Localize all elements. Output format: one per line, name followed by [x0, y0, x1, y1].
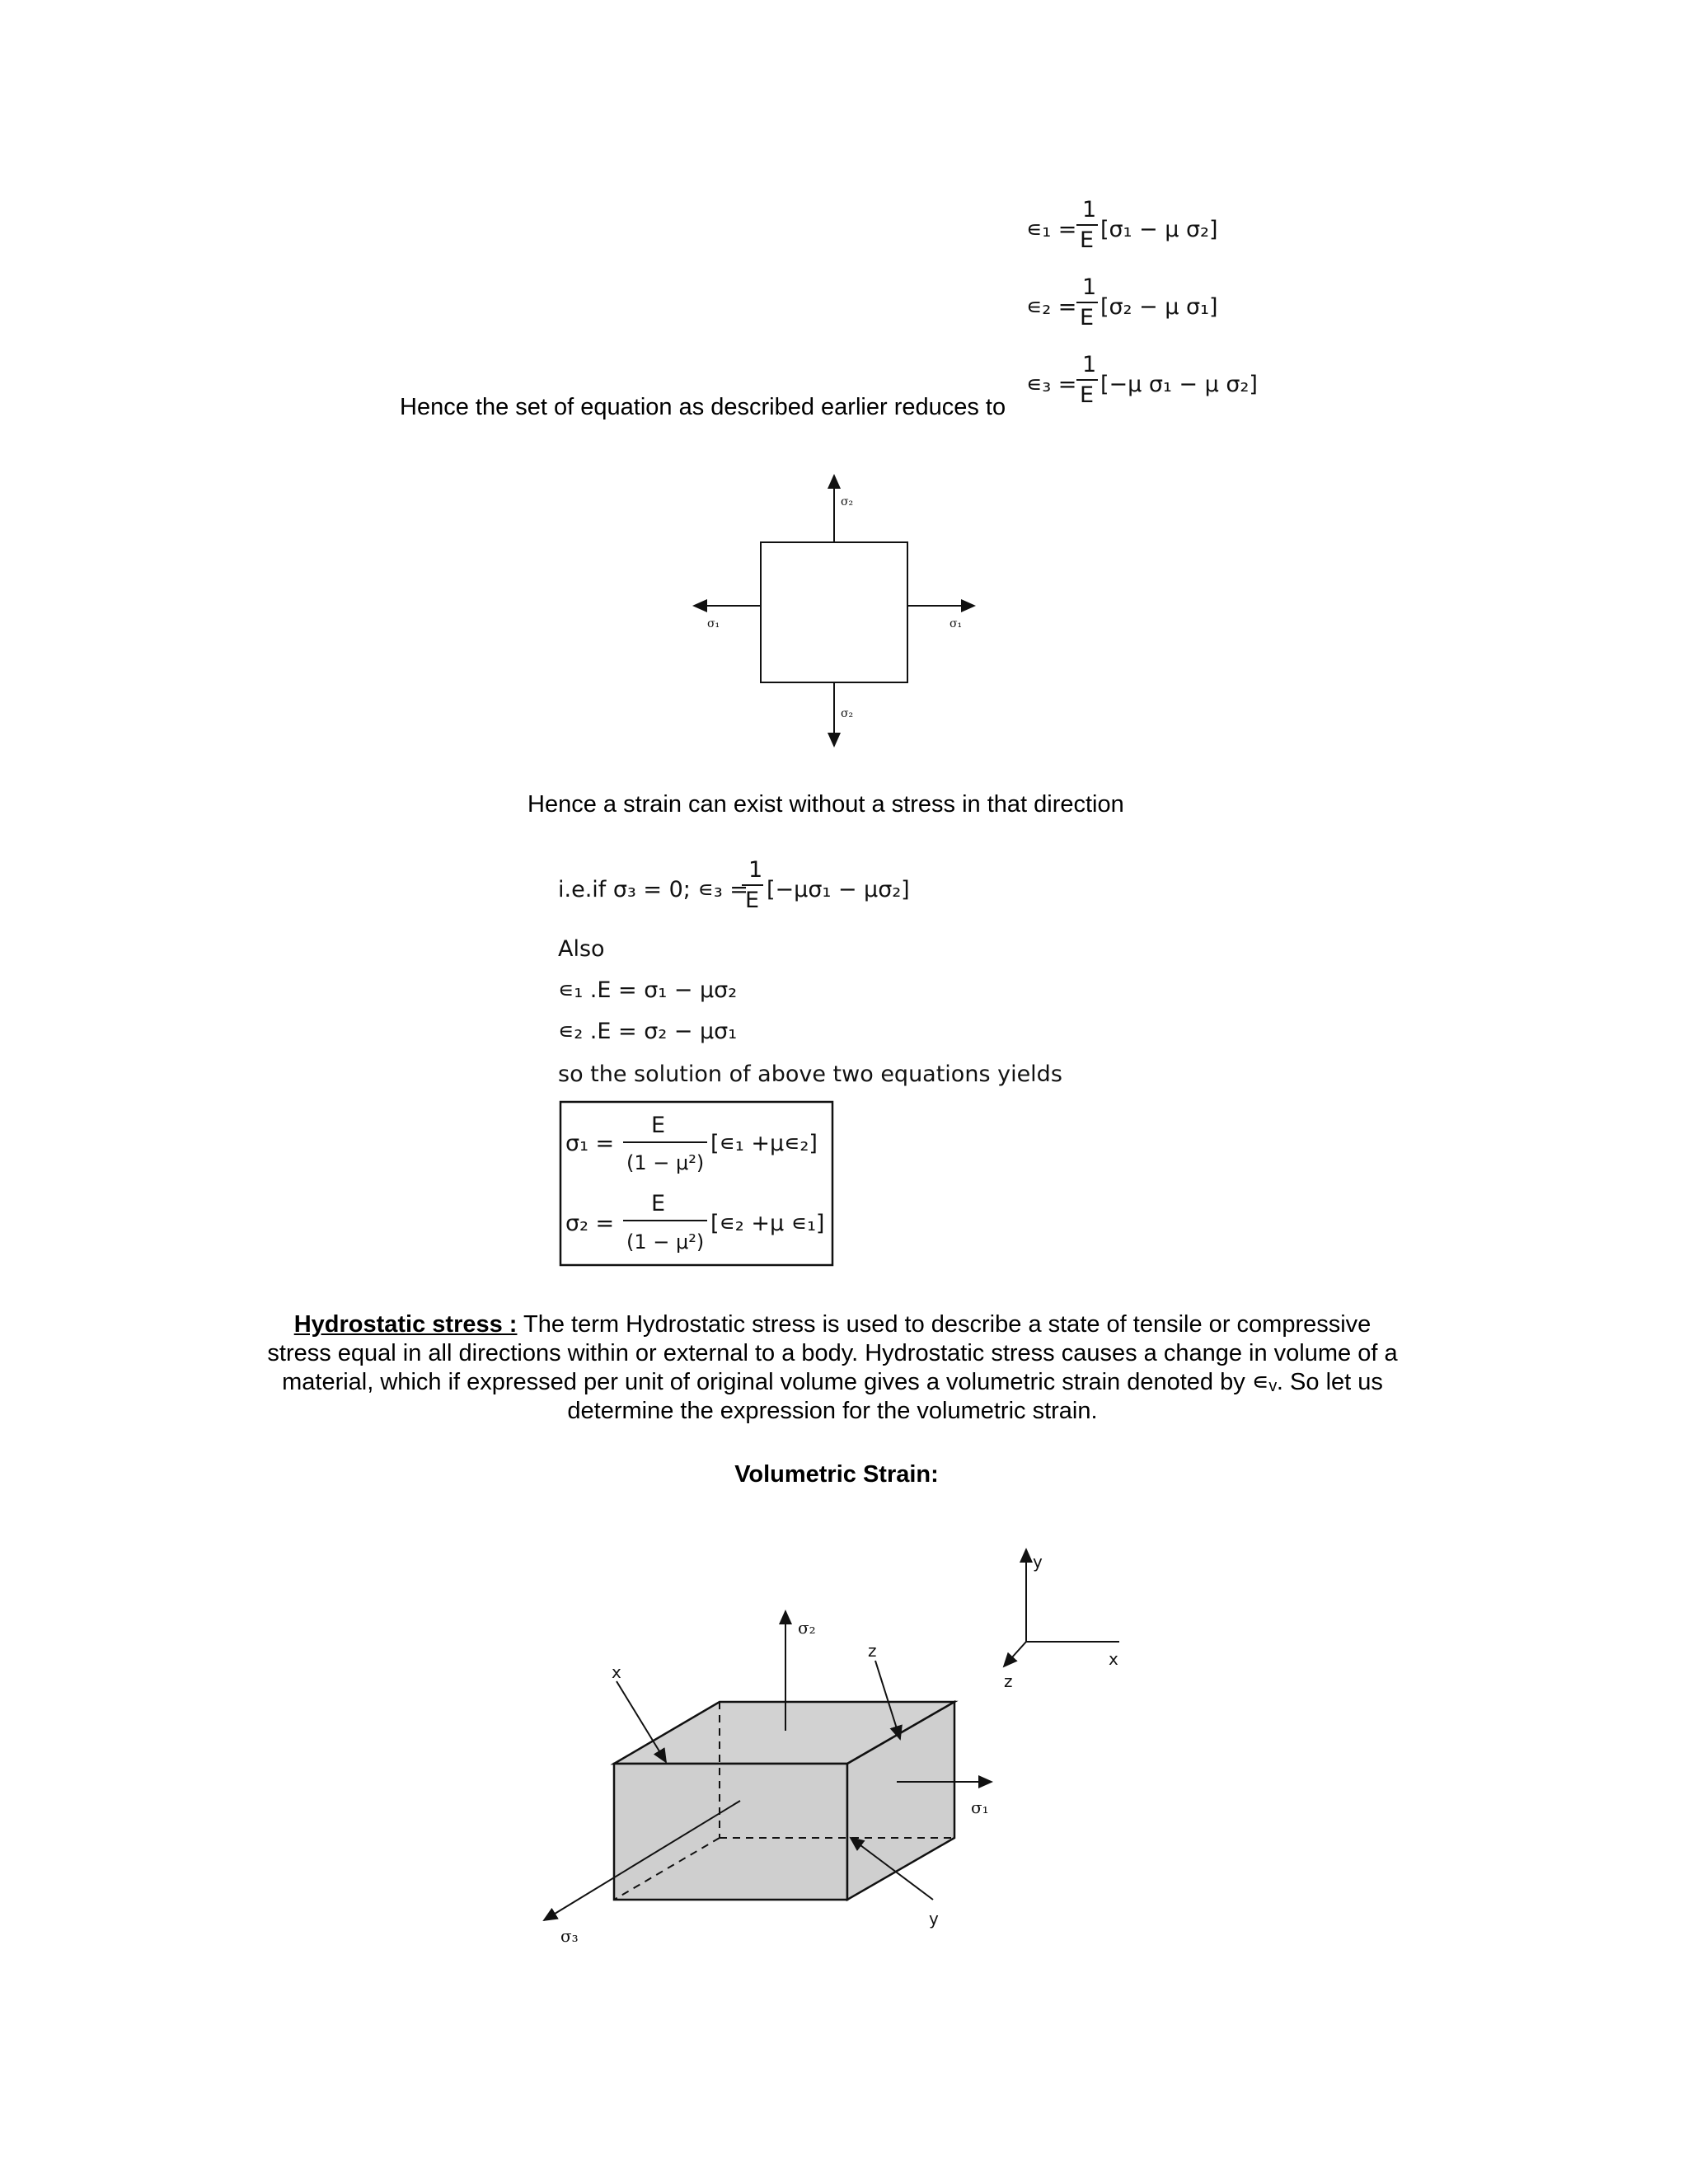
label-sigma2-top: σ₂: [841, 495, 854, 509]
boxed-row1-lhs: σ₁ =: [565, 1131, 615, 1156]
label-sigma2-bottom: σ₂: [841, 707, 854, 720]
boxed-row2-num: E: [651, 1191, 666, 1216]
plane-stress-square-diagram: [684, 466, 997, 754]
eq3-num: 1: [1082, 352, 1097, 377]
derivation-line3: ∊₂ .E = σ₂ − μσ₁: [558, 1019, 738, 1044]
hydrostatic-line1-rest: The term Hydrostatic stress is used to describe a state of tensile or compressive: [517, 1311, 1372, 1338]
derivation-also: Also: [558, 936, 605, 962]
boxed-row2-den: (1 − μ²): [626, 1230, 705, 1254]
boxed-row1-body: [∊₁ +μ∊₂]: [710, 1131, 818, 1156]
label-sigma1-right: σ₁: [950, 617, 963, 630]
eq2-den: E: [1080, 305, 1095, 330]
label-sigma1-left: σ₁: [707, 617, 720, 630]
volumetric-strain-title: Volumetric Strain:: [734, 1461, 939, 1488]
hydrostatic-heading: Hydrostatic stress :: [293, 1311, 518, 1338]
hydrostatic-line4: determine the expression for the volumetric strain.: [567, 1398, 1098, 1424]
eq1-body: [σ₁ − μ σ₂]: [1100, 217, 1218, 242]
y-pointer-label: y: [929, 1909, 939, 1929]
eq3-den: E: [1080, 382, 1095, 408]
z-pointer-label: z: [868, 1641, 877, 1661]
top-equations: [1022, 194, 1294, 416]
derivation-line1-num: 1: [748, 857, 763, 883]
sigma3-label: σ₃: [560, 1926, 579, 1946]
hydrostatic-line2: stress equal in all directions within or external to a body. Hydrostatic stress causes a change in volume of a: [267, 1340, 1398, 1366]
boxed-row1-den: (1 − μ²): [626, 1151, 705, 1174]
strain-sentence: Hence a strain can exist without a stress in that direction: [528, 791, 1124, 818]
derivation-line1-prefix: i.e.if σ₃ = 0; ∊₃ =: [558, 877, 748, 902]
derivation-block: [544, 857, 1137, 1277]
volumetric-box-diagram: [528, 1533, 1154, 1978]
x-pointer-label: x: [612, 1662, 621, 1682]
hydrostatic-line1: [165, 1310, 1500, 1339]
hydrostatic-paragraph: [165, 1310, 1500, 1426]
derivation-line1-body: [−μσ₁ − μσ₂]: [767, 877, 910, 902]
boxed-row1-num: E: [651, 1113, 666, 1138]
eq1-den: E: [1080, 227, 1095, 253]
eq2-lhs: ∊₂ =: [1026, 294, 1077, 320]
eq1-num: 1: [1082, 197, 1097, 223]
eq2-body: [σ₂ − μ σ₁]: [1100, 294, 1218, 320]
eq2-num: 1: [1082, 274, 1097, 300]
axis-z-label: z: [1004, 1671, 1013, 1691]
sigma1-label: σ₁: [971, 1797, 989, 1817]
eq3-body: [−μ σ₁ − μ σ₂]: [1100, 372, 1258, 397]
boxed-row2-lhs: σ₂ =: [565, 1211, 615, 1236]
element-square: [761, 542, 907, 682]
hydrostatic-line3: material, which if expressed per unit of original volume gives a volumetric strain denoted by ∊ᵥ. So let us: [282, 1369, 1383, 1395]
axis-x-label: x: [1109, 1649, 1118, 1669]
intro-sentence: Hence the set of equation as described earlier reduces to: [400, 394, 1006, 420]
eq1-lhs: ∊₁ =: [1026, 217, 1077, 242]
derivation-line4: so the solution of above two equations yields: [558, 1062, 1062, 1087]
axis-z: [1004, 1642, 1026, 1666]
boxed-row2-body: [∊₂ +μ ∊₁]: [710, 1211, 825, 1236]
axis-y-label: y: [1033, 1552, 1043, 1572]
derivation-line1-den: E: [745, 888, 760, 913]
sigma2-label: σ₂: [798, 1618, 816, 1638]
derivation-line2: ∊₁ .E = σ₁ − μσ₂: [558, 977, 738, 1003]
eq3-lhs: ∊₃ =: [1026, 372, 1077, 397]
